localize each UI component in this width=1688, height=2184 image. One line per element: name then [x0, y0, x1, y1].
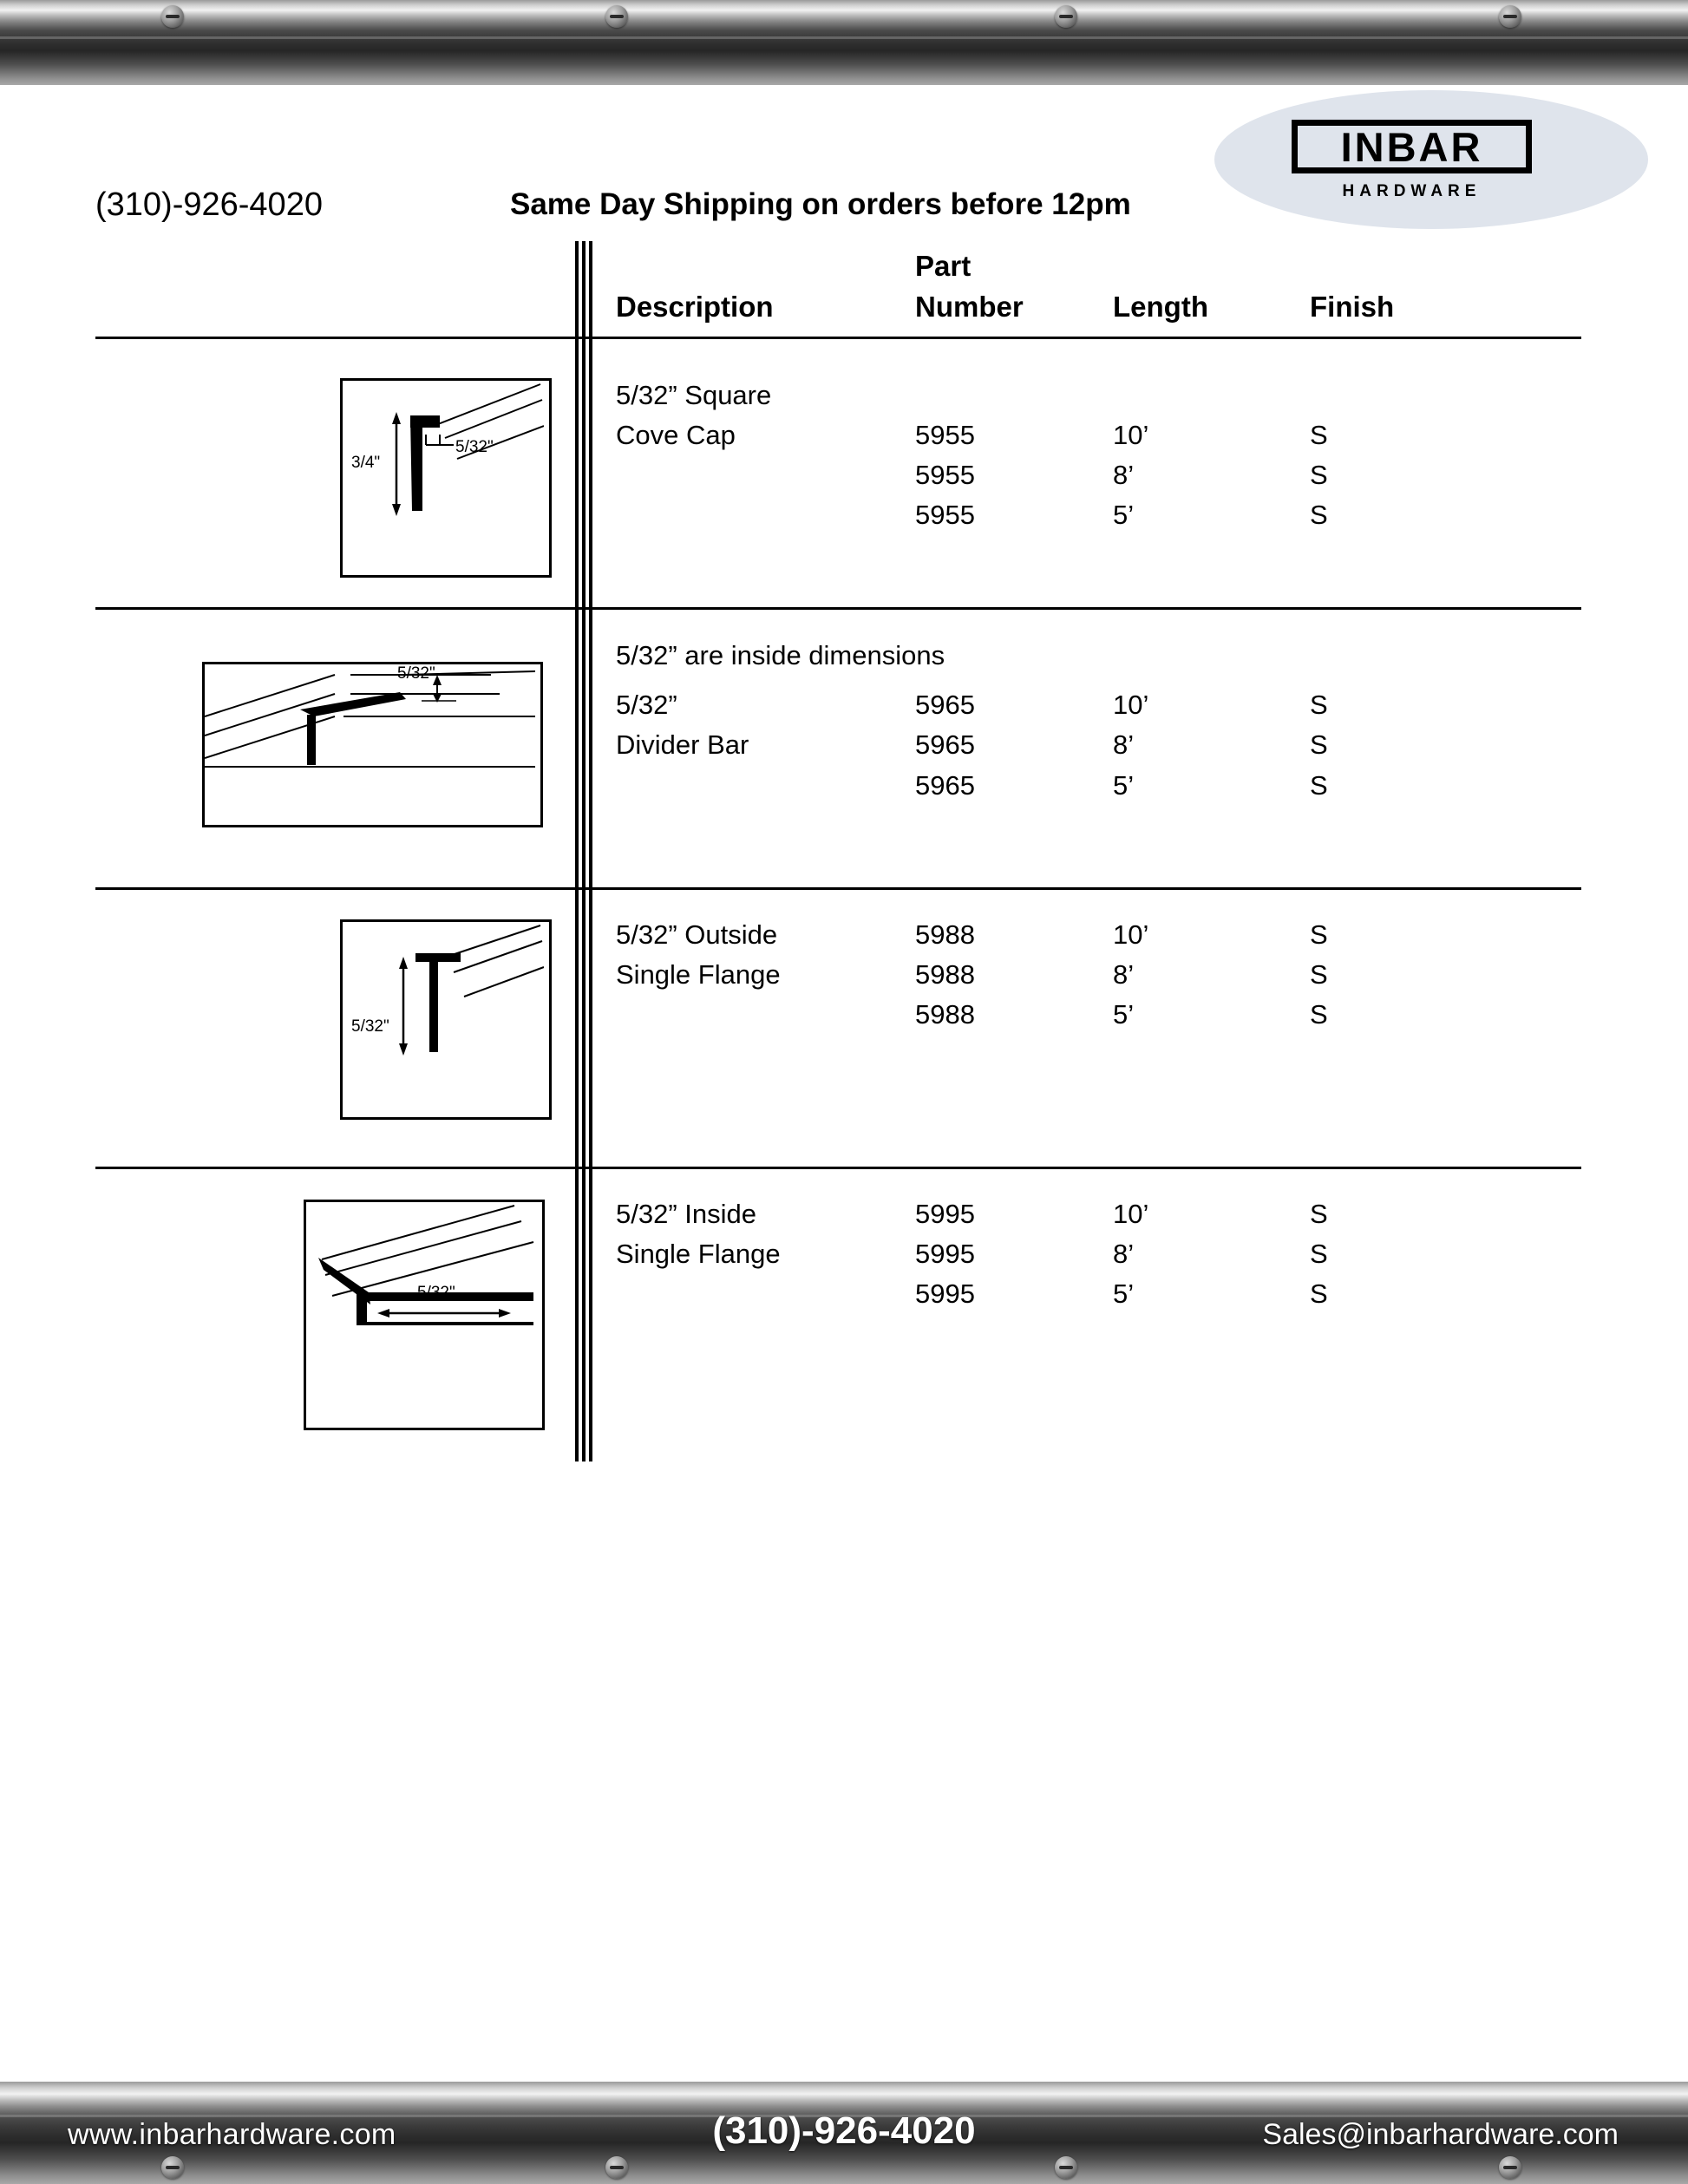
row-2-finish-2: S	[1310, 729, 1328, 760]
row-2-length-3: 5’	[1113, 770, 1135, 801]
row-1-part-number-3: 5955	[915, 500, 975, 530]
row-1-description-line-1: 5/32” Square	[616, 380, 772, 410]
footer-phone: (310)-926-4020	[712, 2109, 976, 2152]
row-2-length-2: 8’	[1113, 729, 1135, 760]
row-3-description-line-2: Single Flange	[616, 959, 781, 990]
row-1-length-1: 10’	[1113, 420, 1149, 450]
figure-inside-single-flange-drawing	[306, 1202, 537, 1422]
screw-icon	[161, 5, 184, 28]
row-4-length-1: 10’	[1113, 1199, 1149, 1229]
figure-divider-bar-drawing	[205, 664, 535, 820]
figure-square-cove-cap-drawing	[343, 381, 544, 570]
row-2-note: 5/32” are inside dimensions	[616, 640, 945, 670]
screw-icon	[1499, 2156, 1521, 2179]
header-tagline: Same Day Shipping on orders before 12pm	[510, 187, 1131, 221]
row-4-part-number-1: 5995	[915, 1199, 975, 1229]
screw-icon	[1055, 2156, 1077, 2179]
figure-divider-bar	[202, 662, 543, 827]
footer-email[interactable]: Sales@inbarhardware.com	[1262, 2118, 1619, 2151]
row-3-length-3: 5’	[1113, 999, 1135, 1030]
row-4-finish-2: S	[1310, 1239, 1328, 1269]
row-4-description-line-1: 5/32” Inside	[616, 1199, 756, 1229]
row-4-part-number-3: 5995	[915, 1278, 975, 1309]
vertical-divider-1	[575, 241, 579, 1461]
row-1-part-number-1: 5955	[915, 420, 975, 450]
row-rule-3	[95, 1167, 1581, 1169]
row-2-part-number-2: 5965	[915, 729, 975, 760]
row-3-finish-2: S	[1310, 959, 1328, 990]
figure-outside-single-flange	[340, 919, 552, 1120]
row-3-part-number-3: 5988	[915, 999, 975, 1030]
svg-text:5/32": 5/32"	[455, 438, 494, 456]
row-4-finish-3: S	[1310, 1278, 1328, 1309]
row-1-finish-3: S	[1310, 500, 1328, 530]
svg-text:5/32": 5/32"	[351, 1017, 389, 1036]
screw-icon	[605, 5, 628, 28]
row-3-description-line-1: 5/32” Outside	[616, 919, 778, 950]
screw-icon	[1055, 5, 1077, 28]
row-2-part-number-3: 5965	[915, 770, 975, 801]
row-rule-2	[95, 887, 1581, 890]
column-header-description: Description	[616, 291, 774, 323]
svg-text:5/32": 5/32"	[397, 664, 435, 683]
column-header-finish: Finish	[1310, 291, 1395, 323]
figure-outside-single-flange-drawing	[343, 922, 544, 1112]
row-4-part-number-2: 5995	[915, 1239, 975, 1269]
row-1-finish-2: S	[1310, 460, 1328, 490]
row-2-description-line-2: Divider Bar	[616, 729, 749, 760]
header-rule	[95, 337, 1581, 339]
vertical-divider-2	[582, 241, 586, 1461]
row-1-part-number-2: 5955	[915, 460, 975, 490]
row-1-length-3: 5’	[1113, 500, 1135, 530]
row-4-length-2: 8’	[1113, 1239, 1135, 1269]
row-2-length-1: 10’	[1113, 690, 1149, 720]
row-2-finish-3: S	[1310, 770, 1328, 801]
logo-inbar	[1292, 120, 1532, 173]
screw-icon	[161, 2156, 184, 2179]
row-1-length-2: 8’	[1113, 460, 1135, 490]
row-4-length-3: 5’	[1113, 1278, 1135, 1309]
row-2-part-number-1: 5965	[915, 690, 975, 720]
svg-text:5/32": 5/32"	[417, 1284, 455, 1302]
row-3-finish-1: S	[1310, 919, 1328, 950]
row-3-length-1: 10’	[1113, 919, 1149, 950]
figure-square-cove-cap	[340, 378, 552, 578]
logo-subtitle: HARDWARE	[1342, 182, 1482, 200]
row-3-part-number-1: 5988	[915, 919, 975, 950]
row-1-description-line-2: Cove Cap	[616, 420, 736, 450]
footer-website[interactable]: www.inbarhardware.com	[68, 2118, 396, 2151]
figure-inside-single-flange	[304, 1200, 545, 1430]
row-4-description-line-2: Single Flange	[616, 1239, 781, 1269]
row-2-description-line-1: 5/32”	[616, 690, 677, 720]
top-metal-banner	[0, 0, 1688, 85]
header-phone: (310)-926-4020	[95, 186, 323, 223]
column-header-part-number-line1: Part	[915, 250, 972, 282]
row-3-length-2: 8’	[1113, 959, 1135, 990]
column-header-length: Length	[1113, 291, 1208, 323]
vertical-divider-3	[589, 241, 592, 1461]
row-3-part-number-2: 5988	[915, 959, 975, 990]
row-3-finish-3: S	[1310, 999, 1328, 1030]
screw-icon	[605, 2156, 628, 2179]
column-header-part-number-line2: Number	[915, 291, 1024, 323]
row-2-finish-1: S	[1310, 690, 1328, 720]
logo-text: INBAR	[1340, 123, 1483, 170]
screw-icon	[1499, 5, 1521, 28]
row-1-finish-1: S	[1310, 420, 1328, 450]
row-4-finish-1: S	[1310, 1199, 1328, 1229]
svg-text:3/4": 3/4"	[351, 454, 381, 472]
row-rule-1	[95, 607, 1581, 610]
